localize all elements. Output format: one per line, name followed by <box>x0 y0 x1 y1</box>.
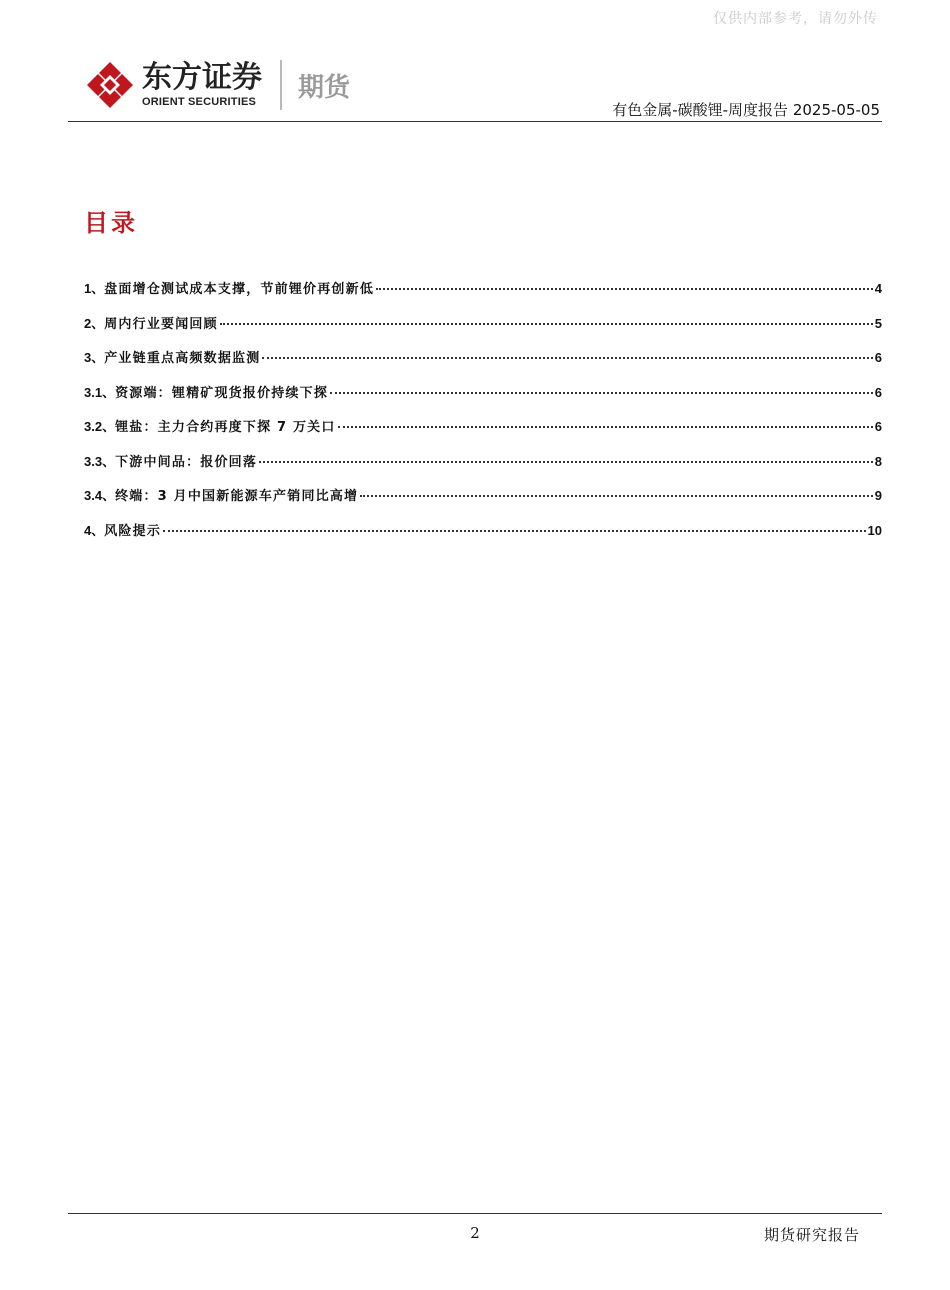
toc-entry-number: 4、 <box>84 522 105 538</box>
toc-entry-label: 下游中间品：报价回落 <box>115 454 258 470</box>
toc-entry[interactable] <box>84 520 882 555</box>
toc-dot-leader <box>220 323 873 325</box>
footer-divider <box>68 1213 882 1214</box>
toc-entry-label: 产业链重点高频数据监测 <box>104 351 261 366</box>
toc-entry[interactable] <box>84 451 882 486</box>
toc-entry-page: 6 <box>874 350 882 365</box>
toc-entry-number: 3.4、 <box>84 488 116 503</box>
logo-english-name: ORIENT SECURITIES <box>142 96 257 108</box>
watermark-text: 仅供内部参考，请勿外传 <box>713 11 878 27</box>
toc-entry-page: 10 <box>867 522 882 538</box>
toc-entry-label: 资源端：锂精矿现货报价持续下探 <box>115 385 329 401</box>
toc-title: 目录 <box>84 209 138 237</box>
toc-entry-number: 2、 <box>84 315 105 331</box>
toc-dot-leader <box>338 426 873 428</box>
toc-entry-label: 风险提示 <box>104 523 162 539</box>
logo-chinese-name: 东方证券 <box>142 60 262 95</box>
toc-entry[interactable] <box>84 382 882 417</box>
toc-dot-leader <box>259 461 873 463</box>
toc-entry[interactable] <box>84 278 882 313</box>
toc-dot-leader <box>360 495 873 497</box>
footer-label: 期货研究报告 <box>763 1226 860 1244</box>
toc-entry-page: 5 <box>874 315 882 331</box>
toc-entry-label: 锂盐：主力合约再度下探 7 万关口 <box>115 420 336 435</box>
toc-entry-label: 周内行业要闻回顾 <box>104 316 218 332</box>
toc-entry-number: 1、 <box>84 281 105 296</box>
company-logo <box>86 58 350 112</box>
toc-entry-number: 3.2、 <box>84 419 116 434</box>
toc-entry-page: 9 <box>874 488 882 503</box>
toc-entry[interactable] <box>84 313 882 348</box>
toc-entry[interactable] <box>84 416 882 451</box>
toc-entry-label: 终端：3 月中国新能源车产销同比高增 <box>115 489 359 504</box>
toc-dot-leader <box>262 357 872 359</box>
table-of-contents <box>84 278 882 554</box>
toc-entry-page: 8 <box>874 453 882 469</box>
toc-entry-page: 6 <box>874 419 882 434</box>
toc-entry[interactable] <box>84 347 882 382</box>
toc-entry-label: 盘面增仓测试成本支撑，节前锂价再创新低 <box>104 282 375 297</box>
logo-division-name: 期货 <box>298 72 351 103</box>
toc-entry[interactable] <box>84 485 882 520</box>
report-title: 有色金属-碳酸锂-周度报告 2025-05-05 <box>612 101 880 119</box>
toc-dot-leader <box>376 288 873 290</box>
orient-securities-logo-icon <box>86 61 134 109</box>
header-divider <box>68 121 882 122</box>
toc-entry-page: 4 <box>874 281 882 296</box>
toc-dot-leader <box>163 530 865 532</box>
toc-entry-number: 3、 <box>84 350 105 365</box>
toc-dot-leader <box>330 392 873 394</box>
toc-entry-page: 6 <box>874 384 882 400</box>
page-number: 2 <box>470 1224 480 1242</box>
toc-entry-number: 3.1、 <box>84 384 116 400</box>
logo-divider <box>280 60 282 110</box>
toc-entry-number: 3.3、 <box>84 453 116 469</box>
